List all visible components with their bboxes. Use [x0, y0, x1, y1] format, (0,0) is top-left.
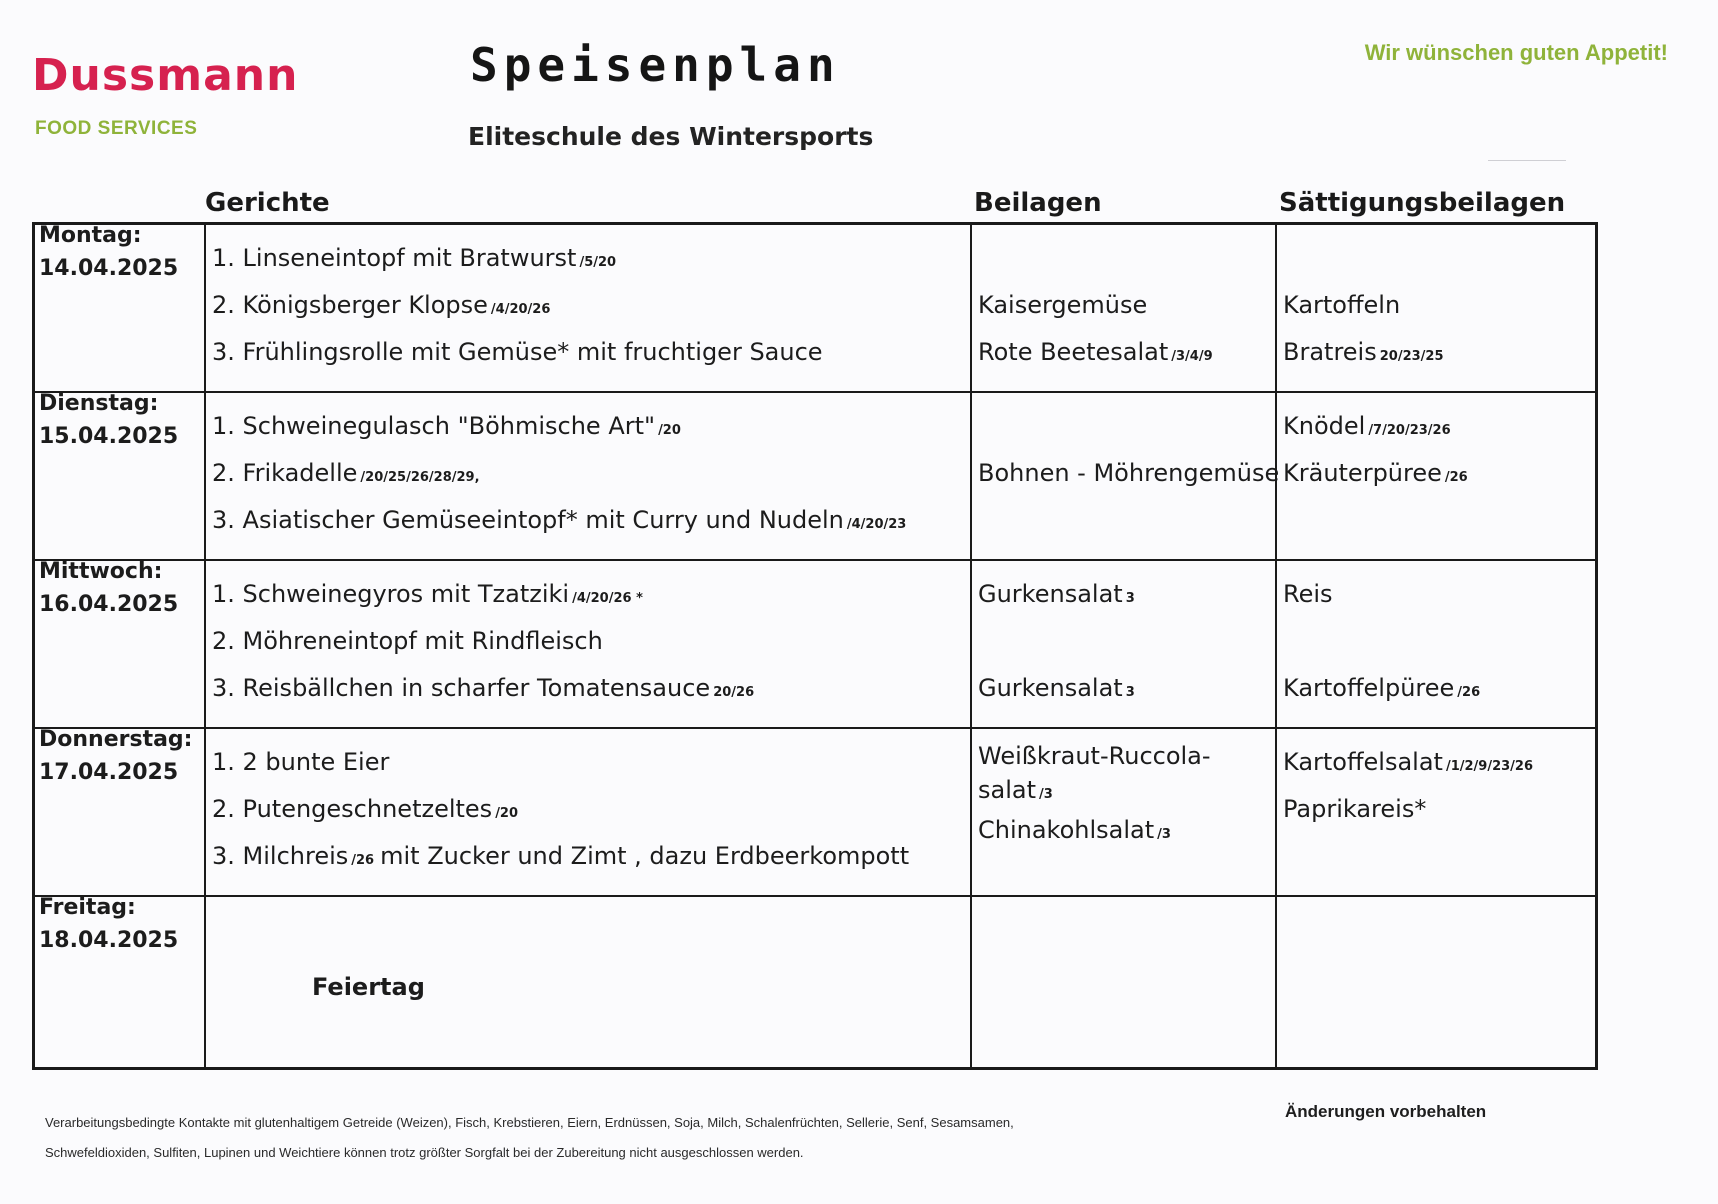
dishes-cell: [206, 561, 972, 729]
side-item: [978, 235, 1275, 282]
dishes-cell: [206, 393, 972, 561]
dish-name: 2. Möhreneintopf mit Rindfleisch: [212, 627, 603, 655]
dish-name: 3. Frühlingsrolle mit Gemüse* mit fruchtiger Sauce: [212, 338, 823, 366]
allergen-code: /7/20/23/26: [1368, 423, 1451, 438]
dish-name: 1. 2 bunte Eier: [212, 748, 390, 776]
allergen-code: /26: [1444, 470, 1468, 485]
side-item: [978, 665, 1275, 712]
allergen-line: Schwefeldioxiden, Sulfiten, Lupinen und Weichtiere können trotz größter Sorgfalt bei der Zubereitung nicht ausgeschlossen werden.: [45, 1145, 804, 1160]
day-date: 17.04.2025: [39, 760, 179, 785]
dishes-cell: [206, 225, 972, 393]
side-item: [1283, 571, 1595, 618]
day-cell: [35, 897, 206, 1067]
changes-reserved-note: Änderungen vorbehalten: [1285, 1102, 1487, 1121]
side-item: [1283, 450, 1595, 497]
allergen-code: /4/20/26 *: [572, 591, 643, 606]
menu-table: [32, 222, 1598, 1070]
side-name: Chinakohlsalat: [978, 816, 1155, 844]
dish-name: 2. Frikadelle: [212, 459, 358, 487]
side-item: [1283, 497, 1595, 544]
day-name: Montag:: [39, 223, 142, 248]
side-name: Kartoffelsalat: [1283, 748, 1443, 776]
dish-item: [212, 282, 970, 329]
dish-item: [212, 497, 970, 544]
dish-item: [212, 739, 970, 786]
side-dish-cell: [972, 393, 1280, 561]
day-date: 18.04.2025: [39, 928, 179, 953]
side-item: [978, 497, 1275, 544]
day-name: Dienstag:: [39, 391, 159, 416]
side-dish-cell: [972, 897, 1277, 1067]
side-name: Kartoffeln: [1283, 291, 1401, 319]
column-header-dishes: Gerichte: [205, 188, 330, 218]
decorative-line: [1488, 160, 1566, 161]
dish-item: [212, 235, 970, 282]
allergen-code: /4/20/23: [846, 517, 907, 532]
brand-subtitle: FOOD SERVICES: [35, 118, 198, 139]
side-name: Gurkensalat: [978, 674, 1123, 702]
page-title: Speisenplan: [470, 38, 841, 92]
dish-item: [212, 450, 970, 497]
side-dish-cell: [972, 561, 1277, 729]
dish-item: [212, 618, 970, 665]
dish-item: [212, 329, 970, 376]
dish-name: 2. Putengeschnetzeltes: [212, 795, 493, 823]
allergen-code: /3: [1039, 787, 1053, 802]
allergen-code: /5/20: [579, 255, 617, 270]
day-cell: [35, 729, 206, 897]
dish-item: [212, 571, 970, 618]
side-name: Bratreis: [1283, 338, 1377, 366]
side-item: [1283, 739, 1595, 786]
greeting-text: Wir wünschen guten Appetit!: [1364, 40, 1668, 65]
dish-item: [212, 403, 970, 450]
side-item: [978, 739, 1275, 773]
side-item: [978, 618, 1275, 665]
side-name: Bohnen - Möhrengemüse: [978, 459, 1280, 487]
dish-name: 3. Asiatischer Gemüseeintopf* mit Curry und Nudeln: [212, 506, 844, 534]
allergen-code: /20: [658, 423, 681, 438]
side-item: [1283, 329, 1595, 376]
allergen-code: /4/20/26: [490, 302, 551, 317]
side-name: Kräuterpüree: [1283, 459, 1442, 487]
side-item: [1283, 833, 1595, 880]
day-cell: [35, 225, 206, 393]
side-item: [1283, 665, 1595, 712]
allergen-line: Verarbeitungsbedingte Kontakte mit glutenhaltigem Getreide (Weizen), Fisch, Krebstieren, Eiern, Erdnüssen, Soja, Milch, Schalenfrüchten, Sellerie, Senf, Sesamsamen,: [45, 1115, 1014, 1130]
side-name: Paprikareis*: [1283, 795, 1427, 823]
column-header-filling-sides: Sättigungsbeilagen: [1279, 188, 1566, 218]
allergen-code: /26: [1457, 685, 1481, 700]
allergen-code: /26: [351, 853, 375, 868]
filling-side-cell: [1277, 897, 1595, 1067]
page-subtitle: Eliteschule des Wintersports: [468, 122, 874, 151]
allergen-code: /3/4/9: [1171, 349, 1213, 364]
filling-side-cell: [1277, 393, 1595, 561]
filling-side-cell: [1277, 561, 1595, 729]
day-date: 16.04.2025: [39, 592, 179, 617]
day-name: Freitag:: [39, 895, 136, 920]
side-name: Reis: [1283, 580, 1333, 608]
side-name: Rote Beetesalat: [978, 338, 1169, 366]
day-date: 14.04.2025: [39, 256, 179, 281]
dish-name: 1. Schweinegulasch "Böhmische Art": [212, 412, 656, 440]
filling-side-cell: [1277, 729, 1595, 897]
side-item: [1283, 618, 1595, 665]
filling-side-cell: [1277, 225, 1595, 393]
allergen-code: 3: [1125, 591, 1135, 606]
day-name: Donnerstag:: [39, 727, 193, 752]
allergen-code: 3: [1125, 685, 1135, 700]
dish-name: 1. Schweinegyros mit Tzatziki: [212, 580, 570, 608]
day-cell: [35, 561, 206, 729]
side-name: salat: [978, 776, 1036, 804]
allergen-code: 20/23/25: [1379, 349, 1444, 364]
holiday-label: Feiertag: [312, 973, 425, 1001]
dish-item: [212, 786, 970, 833]
side-item: [978, 450, 1280, 497]
dishes-cell: [206, 897, 972, 1067]
dish-name: 2. Königsberger Klopse: [212, 291, 488, 319]
side-item: [978, 403, 1275, 450]
dish-suffix: mit Zucker und Zimt , dazu Erdbeerkompott: [380, 842, 910, 870]
side-item: [978, 807, 1275, 854]
side-item: [978, 282, 1275, 329]
allergen-code: /1/2/9/23/26: [1445, 759, 1534, 774]
allergen-code: 20/26: [713, 685, 755, 700]
side-item: [978, 329, 1275, 376]
side-name: Weißkraut-Ruccola-: [978, 742, 1211, 770]
dish-item: [212, 665, 970, 712]
side-name: Gurkensalat: [978, 580, 1123, 608]
side-item: [978, 773, 1275, 807]
side-dish-cell: [972, 225, 1277, 393]
side-item: [978, 571, 1275, 618]
dish-name: 1. Linseneintopf mit Bratwurst: [212, 244, 577, 272]
side-name: Kaisergemüse: [978, 291, 1148, 319]
allergen-notice: [45, 1108, 1145, 1168]
day-cell: [35, 393, 206, 561]
allergen-code: /20: [495, 806, 519, 821]
day-date: 15.04.2025: [39, 424, 179, 449]
dish-item: [212, 833, 970, 880]
side-item: [1283, 235, 1595, 282]
side-item: [1283, 282, 1595, 329]
dishes-cell: [206, 729, 972, 897]
side-item: [1283, 786, 1595, 833]
dish-name: 3. Milchreis: [212, 842, 349, 870]
side-dish-cell: [972, 729, 1277, 897]
day-name: Mittwoch:: [39, 559, 163, 584]
brand-logo: Dussmann: [32, 50, 299, 101]
allergen-code: /20/25/26/28/29,: [360, 470, 480, 485]
side-name: Knödel: [1283, 412, 1366, 440]
dish-name: 3. Reisbällchen in scharfer Tomatensauce: [212, 674, 711, 702]
allergen-code: /3: [1157, 827, 1171, 842]
side-item: [1283, 403, 1595, 450]
side-name: Kartoffelpüree: [1283, 674, 1455, 702]
column-header-sides: Beilagen: [974, 188, 1102, 218]
